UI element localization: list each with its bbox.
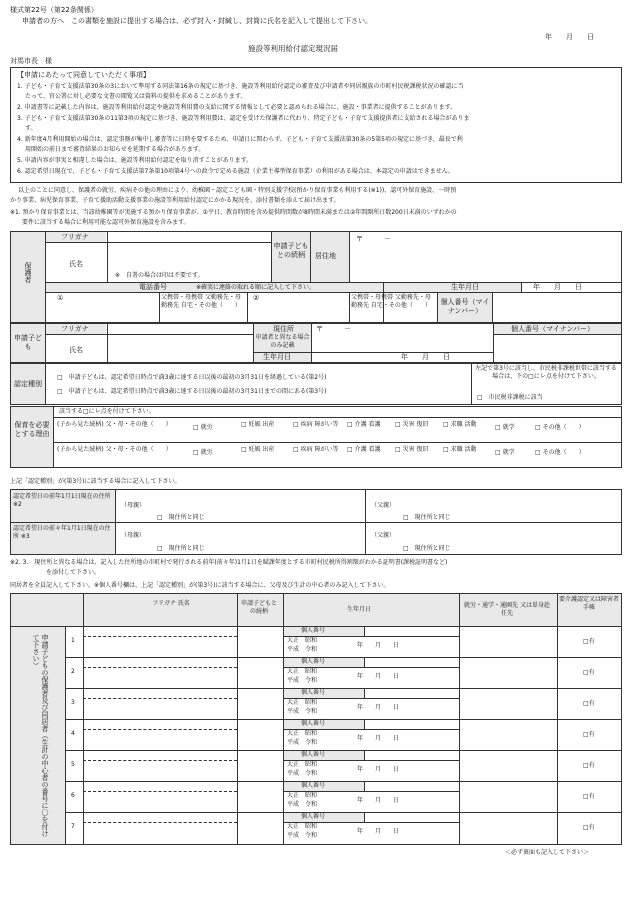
household-era[interactable]: 平成 令和 bbox=[287, 708, 318, 715]
agreement-item: 5. 申請内容が事実と相違した場合は、施設等利用給付認定を取り消すことがあります。 bbox=[17, 157, 253, 164]
addressee: 対馬市長 様 bbox=[10, 57, 52, 65]
phone-1-field[interactable]: ① bbox=[57, 294, 64, 302]
consent-statement: 以上のことに同意し、保護者の就労、疾病その他の理由により、幼稚園・認定こども園・特別支援学校(預かり保育事業も利用する(※1))、認可外保育施設、一時預 bbox=[18, 187, 457, 194]
note-1: 要件に該当する場合に利用可能な認可外保育施設を含みます。 bbox=[22, 219, 190, 226]
reason-instruction: 該当する□にレ点を付けて下さい。 bbox=[59, 408, 155, 415]
household-row-number: 2 bbox=[71, 668, 75, 675]
reason-care-checkbox[interactable]: □ 介護 看護 bbox=[347, 446, 381, 453]
household-mynumber-label: 個人番号 bbox=[301, 627, 326, 634]
guardian-section bbox=[10, 231, 622, 323]
reason-pregnancy-checkbox[interactable]: □ 妊娠 出産 bbox=[241, 446, 275, 453]
household-dob-field[interactable]: 年 月 日 bbox=[357, 766, 400, 773]
child-dob-field[interactable]: 年 月 日 bbox=[401, 353, 450, 361]
residence-section bbox=[10, 489, 622, 555]
form-number: 様式第22号（第22条関係） bbox=[10, 6, 98, 14]
residence-father-same-checkbox[interactable]: □ 現住所と同じ bbox=[403, 514, 451, 521]
category-section bbox=[10, 363, 622, 405]
footer-note: ＜必ず裏面も記入して下さい＞ bbox=[505, 849, 590, 856]
household-era[interactable]: 大正 昭和 bbox=[287, 792, 318, 799]
residence-mother-label: （母親） bbox=[121, 502, 146, 509]
household-care-checkbox[interactable]: □有 bbox=[583, 793, 595, 800]
household-dob-field[interactable]: 年 月 日 bbox=[357, 797, 400, 804]
reason-work-checkbox[interactable]: □ 就労 bbox=[193, 449, 213, 456]
reason-study-checkbox[interactable]: □ 就学 bbox=[495, 424, 515, 431]
seal-note: ※ 自署の場合は印は不要です。 bbox=[115, 272, 204, 279]
household-row-number: 7 bbox=[71, 823, 75, 830]
household-era[interactable]: 平成 令和 bbox=[287, 832, 318, 839]
col-work-header: 就労・通学・通園先 又は単身赴任先 bbox=[464, 602, 550, 617]
household-care-checkbox[interactable]: □有 bbox=[583, 824, 595, 831]
household-dob-field[interactable]: 年 月 日 bbox=[357, 642, 400, 649]
agreement-item: たって、官公署に対し必要な文書の閲覧又は資料の提供を求めることがあります。 bbox=[25, 93, 247, 100]
category-side-note: 左記で第3号に該当し、市民税非課税世帯に該当する場合は、下の□にレ点を付けて下さい。 bbox=[475, 365, 617, 380]
agreement-item: 3. 子ども・子育て支援法第30条の11第3項の規定に基づき、施設等利用費は、認定を受けた保護者に代わり、特定子ども・子育て支援提供者に支給される場合がありま bbox=[17, 115, 470, 122]
agreement-item: す。 bbox=[25, 125, 37, 132]
submission-instruction: 申請者の方へ この書類を施設に提出する場合は、必ず封入・封緘し、封筒に氏名を記入して提出して下さい。 bbox=[22, 17, 372, 25]
child-mynumber-label: 個人番号（マイナンバー） bbox=[511, 325, 595, 333]
phone-2-field[interactable]: ② bbox=[253, 294, 260, 302]
residence-father-label: （父親） bbox=[371, 532, 396, 539]
household-care-checkbox[interactable]: □有 bbox=[583, 700, 595, 707]
household-era[interactable]: 平成 令和 bbox=[287, 801, 318, 808]
household-row-number: 3 bbox=[71, 699, 75, 706]
child-name-label: 氏名 bbox=[69, 346, 83, 354]
agreement-item: 4. 新年度4月利用開始の場合は、認定事務が集中し審査等に日時を要するため、申請日に関わらず、子ども・子育て支援法第30条の5第5項の規定に基づき、最長で利 bbox=[17, 136, 463, 143]
agreement-item: 2. 申請書等に記載した内容は、施設等利用給付認定や施設等利用費の支給に関する情報として必要と認められる場合に、施設・事業者に提供することがあります。 bbox=[17, 104, 457, 111]
phone-1-type[interactable]: 父携帯・母携帯 父勤務先・母勤務先 自宅・その他（ ） bbox=[161, 294, 241, 309]
household-era[interactable]: 平成 令和 bbox=[287, 677, 318, 684]
residence-father-same-checkbox[interactable]: □ 現住所と同じ bbox=[403, 545, 451, 552]
household-care-checkbox[interactable]: □有 bbox=[583, 731, 595, 738]
household-mynumber-label: 個人番号 bbox=[301, 689, 326, 696]
household-era[interactable]: 大正 昭和 bbox=[287, 730, 318, 737]
address-label: 居住地 bbox=[315, 252, 336, 260]
non-taxable-checkbox[interactable]: □ 市民税非課税に該当 bbox=[477, 394, 543, 401]
reason-illness-checkbox[interactable]: □ 疾病 障がい等 bbox=[293, 421, 339, 428]
relation-label: 申請子どもとの続柄 bbox=[273, 242, 309, 259]
child-address-note: 申請者と異なる場合のみ記載 bbox=[255, 334, 310, 349]
reason-jobseek-checkbox[interactable]: □ 求職 活動 bbox=[443, 421, 477, 428]
household-mynumber-label: 個人番号 bbox=[301, 720, 326, 727]
household-care-checkbox[interactable]: □有 bbox=[583, 638, 595, 645]
household-row-number: 6 bbox=[71, 792, 75, 799]
reason-label: 保育を必要とする理由 bbox=[14, 421, 50, 438]
residence-mother-same-checkbox[interactable]: □ 現住所と同じ bbox=[157, 545, 205, 552]
reason-relation-1[interactable]: (子から見た続柄) 父・母・その他（ ） bbox=[57, 421, 172, 428]
note-2: ※2. 3. 現住所と異なる場合は、記入した住所地の市町村で発行される前年(前々年)1月1日を賦課年度とする市町村民税所得割額がわかる証明書(課税証明書など) bbox=[10, 559, 448, 566]
residence-intro: 上記「認定種別」が(第3号)に該当する場合に記入して下さい。 bbox=[10, 478, 181, 485]
household-dob-field[interactable]: 年 月 日 bbox=[357, 704, 400, 711]
household-era[interactable]: 大正 昭和 bbox=[287, 668, 318, 675]
dob-field[interactable]: 年 月 日 bbox=[533, 283, 582, 291]
household-era[interactable]: 平成 令和 bbox=[287, 646, 318, 653]
reason-illness-checkbox[interactable]: □ 疾病 障がい等 bbox=[293, 446, 339, 453]
residence-father-label: （父親） bbox=[371, 502, 396, 509]
residence-row-2-label: 認定希望日の前々年1月1日現在の住所 ※3 bbox=[13, 525, 111, 540]
child-section bbox=[10, 323, 622, 363]
col-dob-header: 生年月日 bbox=[347, 606, 372, 613]
reason-jobseek-checkbox[interactable]: □ 求職 活動 bbox=[443, 446, 477, 453]
note-2: を添付して下さい。 bbox=[46, 569, 101, 576]
child-dob-label: 生年月日 bbox=[263, 353, 291, 361]
mynumber-label: 個人番号（マイナンバー） bbox=[440, 298, 490, 315]
household-era[interactable]: 平成 令和 bbox=[287, 739, 318, 746]
household-era[interactable]: 大正 昭和 bbox=[287, 761, 318, 768]
household-dob-field[interactable]: 年 月 日 bbox=[357, 735, 400, 742]
col-name-header: フリガナ 氏名 bbox=[152, 600, 190, 607]
household-side-label: 申請子どもの保護者及び同居者（生計の中心者の番号に〇を付けて下さい） bbox=[32, 634, 49, 837]
child-address-label: 現住所 bbox=[273, 325, 294, 333]
phone-label: 電話番号 bbox=[139, 283, 167, 291]
household-mynumber-label: 個人番号 bbox=[301, 751, 326, 758]
col-care-header: 要介護認定又は障害者手帳 bbox=[559, 596, 620, 611]
child-furigana-label: フリガナ bbox=[61, 325, 89, 333]
household-intro: 同居者を全員記入して下さい。※個人番号欄は、上記「認定種別」が(第3号)に該当する場合に、父母及び生計の中心者のみ記入して下さい。 bbox=[10, 582, 390, 589]
reason-care-checkbox[interactable]: □ 介護 看護 bbox=[347, 421, 381, 428]
category-option-2-checkbox[interactable]: □ 申請子どもは、認定希望日時点で満3歳に達する日以後の最初の3月31日を経過している(第2号) bbox=[57, 374, 327, 381]
page-title: 施設等利用給付認定現況届 bbox=[248, 44, 338, 53]
household-era[interactable]: 大正 昭和 bbox=[287, 699, 318, 706]
residence-mother-same-checkbox[interactable]: □ 現住所と同じ bbox=[157, 514, 205, 521]
residence-mother-label: （母親） bbox=[121, 532, 146, 539]
agreement-item: 用開始の前日まで審査結果のお知らせを延期する場合があります。 bbox=[25, 146, 205, 153]
reason-study-checkbox[interactable]: □ 就学 bbox=[495, 449, 515, 456]
household-dob-field[interactable]: 年 月 日 bbox=[357, 673, 400, 680]
name-label: 氏名 bbox=[69, 260, 83, 268]
child-section-label: 申請子ども bbox=[14, 334, 42, 351]
reason-other-checkbox[interactable]: □ その他（ ） bbox=[535, 449, 585, 456]
household-mynumber-label: 個人番号 bbox=[301, 658, 326, 665]
household-row-number: 5 bbox=[71, 761, 75, 768]
furigana-label: フリガナ bbox=[61, 233, 89, 241]
postal-field[interactable]: 〒 － bbox=[356, 235, 391, 243]
reason-pregnancy-checkbox[interactable]: □ 妊娠 出産 bbox=[241, 421, 275, 428]
household-care-checkbox[interactable]: □有 bbox=[583, 669, 595, 676]
household-row-number: 1 bbox=[71, 637, 75, 644]
reason-disaster-checkbox[interactable]: □ 災害 復旧 bbox=[395, 421, 429, 428]
household-dob-field[interactable]: 年 月 日 bbox=[357, 828, 400, 835]
guardian-section-label: 保護者 bbox=[24, 262, 32, 283]
household-era[interactable]: 大正 昭和 bbox=[287, 823, 318, 830]
household-era[interactable]: 大正 昭和 bbox=[287, 637, 318, 644]
residence-row-1-label: 認定希望日の前年1月1日現在の住所 ※2 bbox=[13, 493, 111, 508]
col-relation-header: 申請子どもとの続柄 bbox=[240, 600, 277, 615]
household-mynumber-label: 個人番号 bbox=[301, 813, 326, 820]
consent-statement: かり事業、病児保育事業、子育て援助活動支援事業の施設等利用給付認定にかかる現況を、添付書類を添えて届け出ます。 bbox=[10, 197, 340, 204]
reason-relation-2[interactable]: (子から見た続柄) 父・母・その他（ ） bbox=[57, 446, 172, 453]
agreement-item: 1. 子ども・子育て支援法第30条の3において準用する同法第16条の規定に基づき、施設等利用給付認定の審査及び申請者や同居親族の市町村民税課税状況の確認に当 bbox=[17, 83, 464, 90]
reason-other-checkbox[interactable]: □ その他（ ） bbox=[535, 424, 585, 431]
phone-2-type[interactable]: 父携帯・母携帯 父勤務先・母勤務先 自宅・その他（ ） bbox=[351, 294, 431, 309]
household-era[interactable]: 平成 令和 bbox=[287, 770, 318, 777]
household-care-checkbox[interactable]: □有 bbox=[583, 762, 595, 769]
household-row-number: 4 bbox=[71, 730, 75, 737]
dob-label: 生年月日 bbox=[451, 283, 479, 291]
agreement-heading: 【申請にあたって同意していただく事項】 bbox=[17, 71, 150, 79]
reason-work-checkbox[interactable]: □ 就労 bbox=[193, 424, 213, 431]
child-postal-field[interactable]: 〒 － bbox=[316, 325, 351, 333]
category-label: 認定種別 bbox=[14, 380, 42, 388]
reason-section bbox=[10, 406, 622, 468]
category-option-3-checkbox[interactable]: □ 申請子どもは、認定希望日時点で満3歳に達する日以後の最初の3月31日までの間にある(第3号) bbox=[57, 388, 327, 395]
reason-disaster-checkbox[interactable]: □ 災害 復旧 bbox=[395, 446, 429, 453]
note-1: ※1. 預かり保育事業とは、当該幼稚園等が実施する預かり保育事業が、①平日、教育時間を含め提供時間数が8時間未満または②年間開所日数200日未満のいずれかの bbox=[10, 209, 457, 216]
submission-date[interactable]: 年 月 日 bbox=[545, 33, 594, 41]
household-table bbox=[10, 593, 622, 845]
agreement-box bbox=[10, 67, 622, 183]
household-mynumber-label: 個人番号 bbox=[301, 782, 326, 789]
agreement-item: 6. 認定希望日現在で、子ども・子育て支援法第7条第10項第4号への政令で定める施設（企業主導型保育事業）の利用がある場合は、本認定の申請はできません。 bbox=[17, 168, 455, 175]
phone-note: ※確実に連絡の取れる順に記入して下さい。 bbox=[196, 284, 316, 291]
